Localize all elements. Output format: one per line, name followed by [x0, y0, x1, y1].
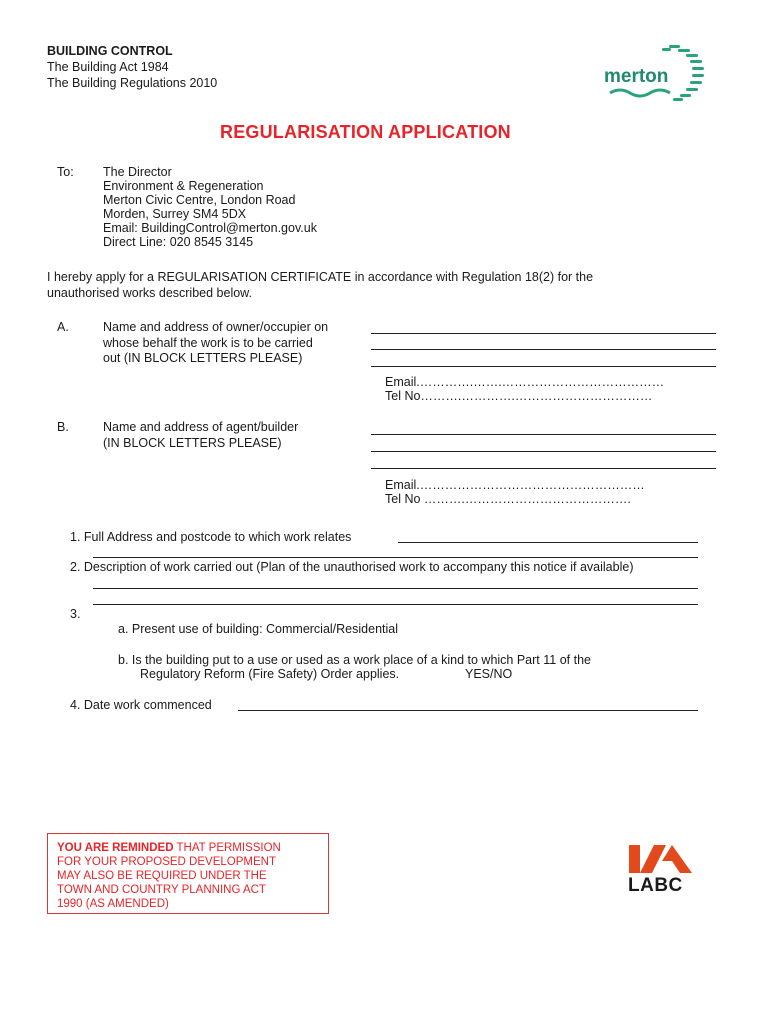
agent-email-field[interactable]: Email.……………………………………………… — [385, 478, 645, 492]
recipient-line: Environment & Regeneration — [103, 179, 264, 193]
recipient-line: The Director — [103, 165, 172, 179]
intro-line-2: unauthorised works described below. — [47, 286, 252, 300]
labc-logo-icon — [626, 843, 696, 875]
reminder-text: THAT PERMISSION — [173, 842, 281, 854]
work-description-field-1[interactable] — [93, 588, 698, 589]
owner-tel-field[interactable]: Tel No……….………….…………………………… — [385, 389, 653, 403]
date-commenced-field[interactable] — [238, 710, 698, 711]
q4-label: 4. Date work commenced — [70, 698, 212, 712]
reminder-line: FOR YOUR PROPOSED DEVELOPMENT — [57, 856, 276, 868]
page-title: REGULARISATION APPLICATION — [220, 122, 511, 142]
section-a-label — [103, 320, 328, 367]
work-address-field-2[interactable] — [93, 557, 698, 558]
q3b-answer[interactable]: YES/NO — [465, 667, 513, 681]
recipient-email: Email: BuildingControl@merton.gov.uk — [103, 221, 317, 235]
agent-address-field-2[interactable] — [371, 468, 716, 469]
work-description-field-2[interactable] — [93, 604, 698, 605]
recipient-address — [103, 165, 317, 249]
section-b-label — [103, 420, 298, 451]
section-a-letter: A. — [57, 320, 69, 334]
q3b-label: b. Is the building put to a use or used as a work place of a kind to which Part 11 of the — [118, 653, 591, 667]
q3a-label: a. Present use of building: Commercial/Residential — [118, 622, 398, 636]
work-address-field[interactable] — [398, 542, 698, 543]
q1-label: 1. Full Address and postcode to which work relates — [70, 530, 352, 544]
merton-logo — [600, 40, 715, 110]
reminder-line: TOWN AND COUNTRY PLANNING ACT — [57, 884, 266, 896]
merton-logo-text: merton — [604, 66, 669, 87]
owner-address-field-2[interactable] — [371, 366, 716, 367]
agent-name-field[interactable] — [371, 434, 716, 435]
owner-email-field[interactable]: Email.………….…….………………………………… — [385, 375, 665, 389]
owner-name-field[interactable] — [371, 333, 716, 334]
recipient-line: Morden, Surrey SM4 5DX — [103, 207, 247, 221]
section-a-label-line: out (IN BLOCK LETTERS PLEASE) — [103, 351, 303, 365]
reminder-heading: YOU ARE REMINDED — [57, 842, 174, 854]
reminder-line: MAY ALSO BE REQUIRED UNDER THE — [57, 870, 267, 882]
section-a-label-line: whose behalf the work is to be carried — [103, 335, 313, 350]
header-building-regulations: The Building Regulations 2010 — [47, 76, 218, 90]
q3-label: 3. — [70, 607, 81, 621]
agent-address-field-1[interactable] — [371, 451, 716, 452]
section-b-label-line: (IN BLOCK LETTERS PLEASE) — [103, 435, 282, 450]
section-a-label-line: Name and address of owner/occupier on — [103, 320, 329, 334]
agent-tel-field[interactable]: Tel No ……….…………………………………. — [385, 492, 631, 506]
to-label: To: — [57, 165, 74, 179]
header-building-act: The Building Act 1984 — [47, 60, 169, 74]
recipient-line: Merton Civic Centre, London Road — [103, 193, 296, 207]
reminder-line: 1990 (AS AMENDED) — [57, 898, 169, 910]
q3b-label-cont: Regulatory Reform (Fire Safety) Order applies. — [140, 667, 400, 681]
labc-logo — [626, 843, 706, 898]
section-b-letter: B. — [57, 420, 69, 434]
intro-line-1: I hereby apply for a REGULARISATION CERTIFICATE in accordance with Regulation 18(2) for the — [47, 270, 594, 284]
recipient-phone: Direct Line: 020 8545 3145 — [103, 235, 254, 249]
q2-label: 2. Description of work carried out (Plan of the unauthorised work to accompany this notice if available) — [70, 560, 634, 574]
header-building-control: BUILDING CONTROL — [47, 44, 173, 58]
owner-address-field-1[interactable] — [371, 349, 716, 350]
planning-reminder-box — [47, 833, 329, 914]
labc-logo-text: LABC — [628, 875, 683, 896]
section-b-label-line: Name and address of agent/builder — [103, 420, 299, 434]
